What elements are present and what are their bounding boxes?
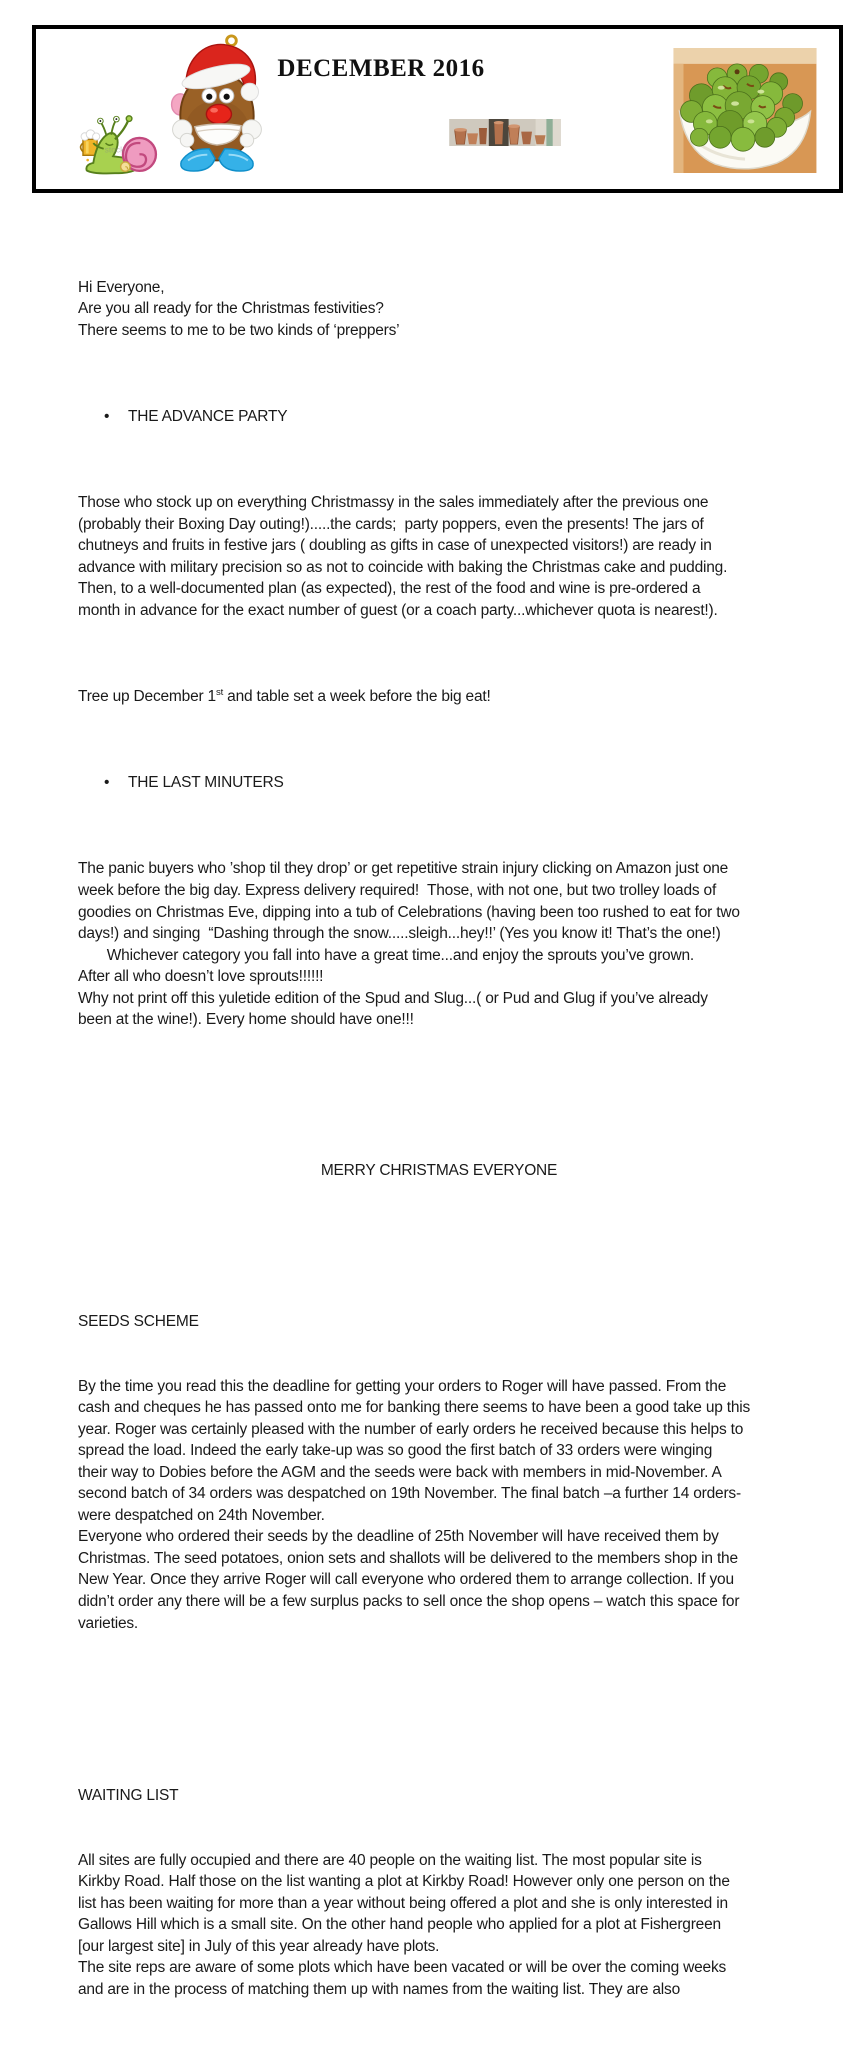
text-line: Kirkby Road. Half those on the list wanting a plot at Kirkby Road! However only one person on the <box>78 1873 730 1891</box>
pottery-photo-image <box>443 119 567 146</box>
bullet-label: THE LAST MINUTERS <box>128 774 284 792</box>
text-line: The site reps are aware of some plots which have been vacated or will be over the coming weeks <box>78 1959 727 1977</box>
text-line: Those who stock up on everything Christmassy in the sales immediately after the previous one <box>78 494 709 512</box>
bullet-label: THE ADVANCE PARTY <box>128 407 288 425</box>
text-line <box>78 686 800 708</box>
bullet-item-last-minuters <box>78 772 800 794</box>
newsletter-body <box>78 212 800 2065</box>
bullet-icon: • <box>104 407 110 425</box>
text-line: cash and cheques he has passed onto me for banking there seems to have been a good take up this <box>78 1399 751 1417</box>
ordinal-superscript: st <box>215 686 224 698</box>
text-line: week before the big day. Express delivery required! Those, with not one, but two trolley loads of <box>78 881 717 899</box>
sprouts-bowl-photo-image <box>673 48 817 173</box>
text-line: advance with military precision so as not to coincide with baking the Christmas cake and pudding. <box>78 558 728 576</box>
stock-watermark-text: stock. <box>104 144 127 155</box>
bullet-icon: • <box>104 774 110 792</box>
text-line: year. Roger was certainly pleased with the number of early orders he received because this helps to <box>78 1420 744 1438</box>
waiting-list-heading: WAITING LIST <box>78 1786 179 1804</box>
text-line: were despatched on 24th November. <box>78 1506 325 1524</box>
merry-christmas-line: MERRY CHRISTMAS EVERYONE <box>320 1162 558 1180</box>
text-line: chutneys and fruits in festive jars ( doubling as gifts in case of unexpected visitors!) are ready in <box>78 537 712 555</box>
waiting-list-paragraph <box>78 1850 800 2001</box>
text-line: New Year. Once they arrive Roger will call everyone who ordered them to arrange collection. If you <box>78 1571 734 1589</box>
text-line: [our largest site] in July of this year already have plots. <box>78 1937 440 1955</box>
text-line: spread the load. Indeed the early take-up was so good the first batch of 33 orders were winging <box>78 1442 713 1460</box>
blank-line <box>78 1699 800 1721</box>
header-banner-box <box>32 25 843 193</box>
greeting-paragraph <box>78 277 800 342</box>
text-line: Are you all ready for the Christmas festivities? <box>78 300 384 318</box>
text-line: All sites are fully occupied and there are 40 people on the waiting list. The most popular site is <box>78 1851 702 1869</box>
blank-line <box>78 1225 800 1247</box>
text-line: Christmas. The seed potatoes, onion sets and shallots will be delivered to the members shop in the <box>78 1549 738 1567</box>
tree-line-post: and table set a week before the big eat! <box>223 688 491 706</box>
last-minuters-paragraph <box>78 858 800 1030</box>
seeds-scheme-heading: SEEDS SCHEME <box>78 1312 199 1330</box>
advance-party-paragraph <box>78 492 800 621</box>
text-line: Whichever category you fall into have a great time...and enjoy the sprouts you’ve grown. <box>78 946 694 964</box>
text-line: Why not print off this yuletide edition of the Spud and Slug...( or Pud and Glug if you’ve already <box>78 989 708 1007</box>
blank-line <box>78 1095 800 1117</box>
bullet-item-advance-party <box>78 406 800 428</box>
page-title: DECEMBER 2016 <box>277 55 485 82</box>
text-line: list has been waiting for more than a year without being offered a plot and she is only interested in <box>78 1894 728 1912</box>
text-line: their way to Dobies before the AGM and the seeds were back with members in mid-November. A <box>78 1463 722 1481</box>
text-line: been at the wine!). Every home should have one!!! <box>78 1011 414 1029</box>
seeds-scheme-paragraph <box>78 1376 800 1635</box>
text-line: didn’t order any there will be a few surplus packs to sell once the shop opens – watch this space for <box>78 1593 740 1610</box>
potato-head-santa-image <box>170 33 263 173</box>
drunk-snail-cartoon-image <box>78 113 167 177</box>
tree-line-pre: Tree up December 1 <box>78 688 216 706</box>
text-line: second batch of 34 orders was despatched on 19th November. The final batch –a further 14 orders- <box>78 1485 741 1503</box>
text-line: Hi Everyone, <box>78 278 165 296</box>
text-line: By the time you read this the deadline for getting your orders to Roger will have passed. From the <box>78 1377 727 1395</box>
text-line: Everyone who ordered their seeds by the deadline of 25th November will have received them by <box>78 1528 719 1546</box>
text-line: (probably their Boxing Day outing!).....the cards; party poppers, even the presents! The jars of <box>78 515 704 533</box>
text-line: The panic buyers who ’shop til they drop’ or get repetitive strain injury clicking on Amazon just one <box>78 860 729 878</box>
text-line: varieties. <box>78 1614 139 1632</box>
text-line: goodies on Christmas Eve, dipping into a tub of Celebrations (having been too rushed to eat for two <box>78 903 740 921</box>
text-line: and are in the process of matching them up with names from the waiting list. They are also <box>78 1980 681 1998</box>
text-line: There seems to me to be two kinds of ‘preppers’ <box>78 321 400 339</box>
text-line: Then, to a well-documented plan (as expected), the rest of the food and wine is pre-ordered a <box>78 580 701 598</box>
text-line: month in advance for the exact number of guest (or a coach party...whichever quota is nearest!). <box>78 601 718 619</box>
text-line: Gallows Hill which is a small site. On the other hand people who applied for a plot at Fishergreen <box>78 1916 721 1934</box>
text-line: days!) and singing “Dashing through the snow.....sleigh...hey!!’ (Yes you know it! That’s the one!) <box>78 925 721 943</box>
text-line: After all who doesn’t love sprouts!!!!!! <box>78 968 324 986</box>
